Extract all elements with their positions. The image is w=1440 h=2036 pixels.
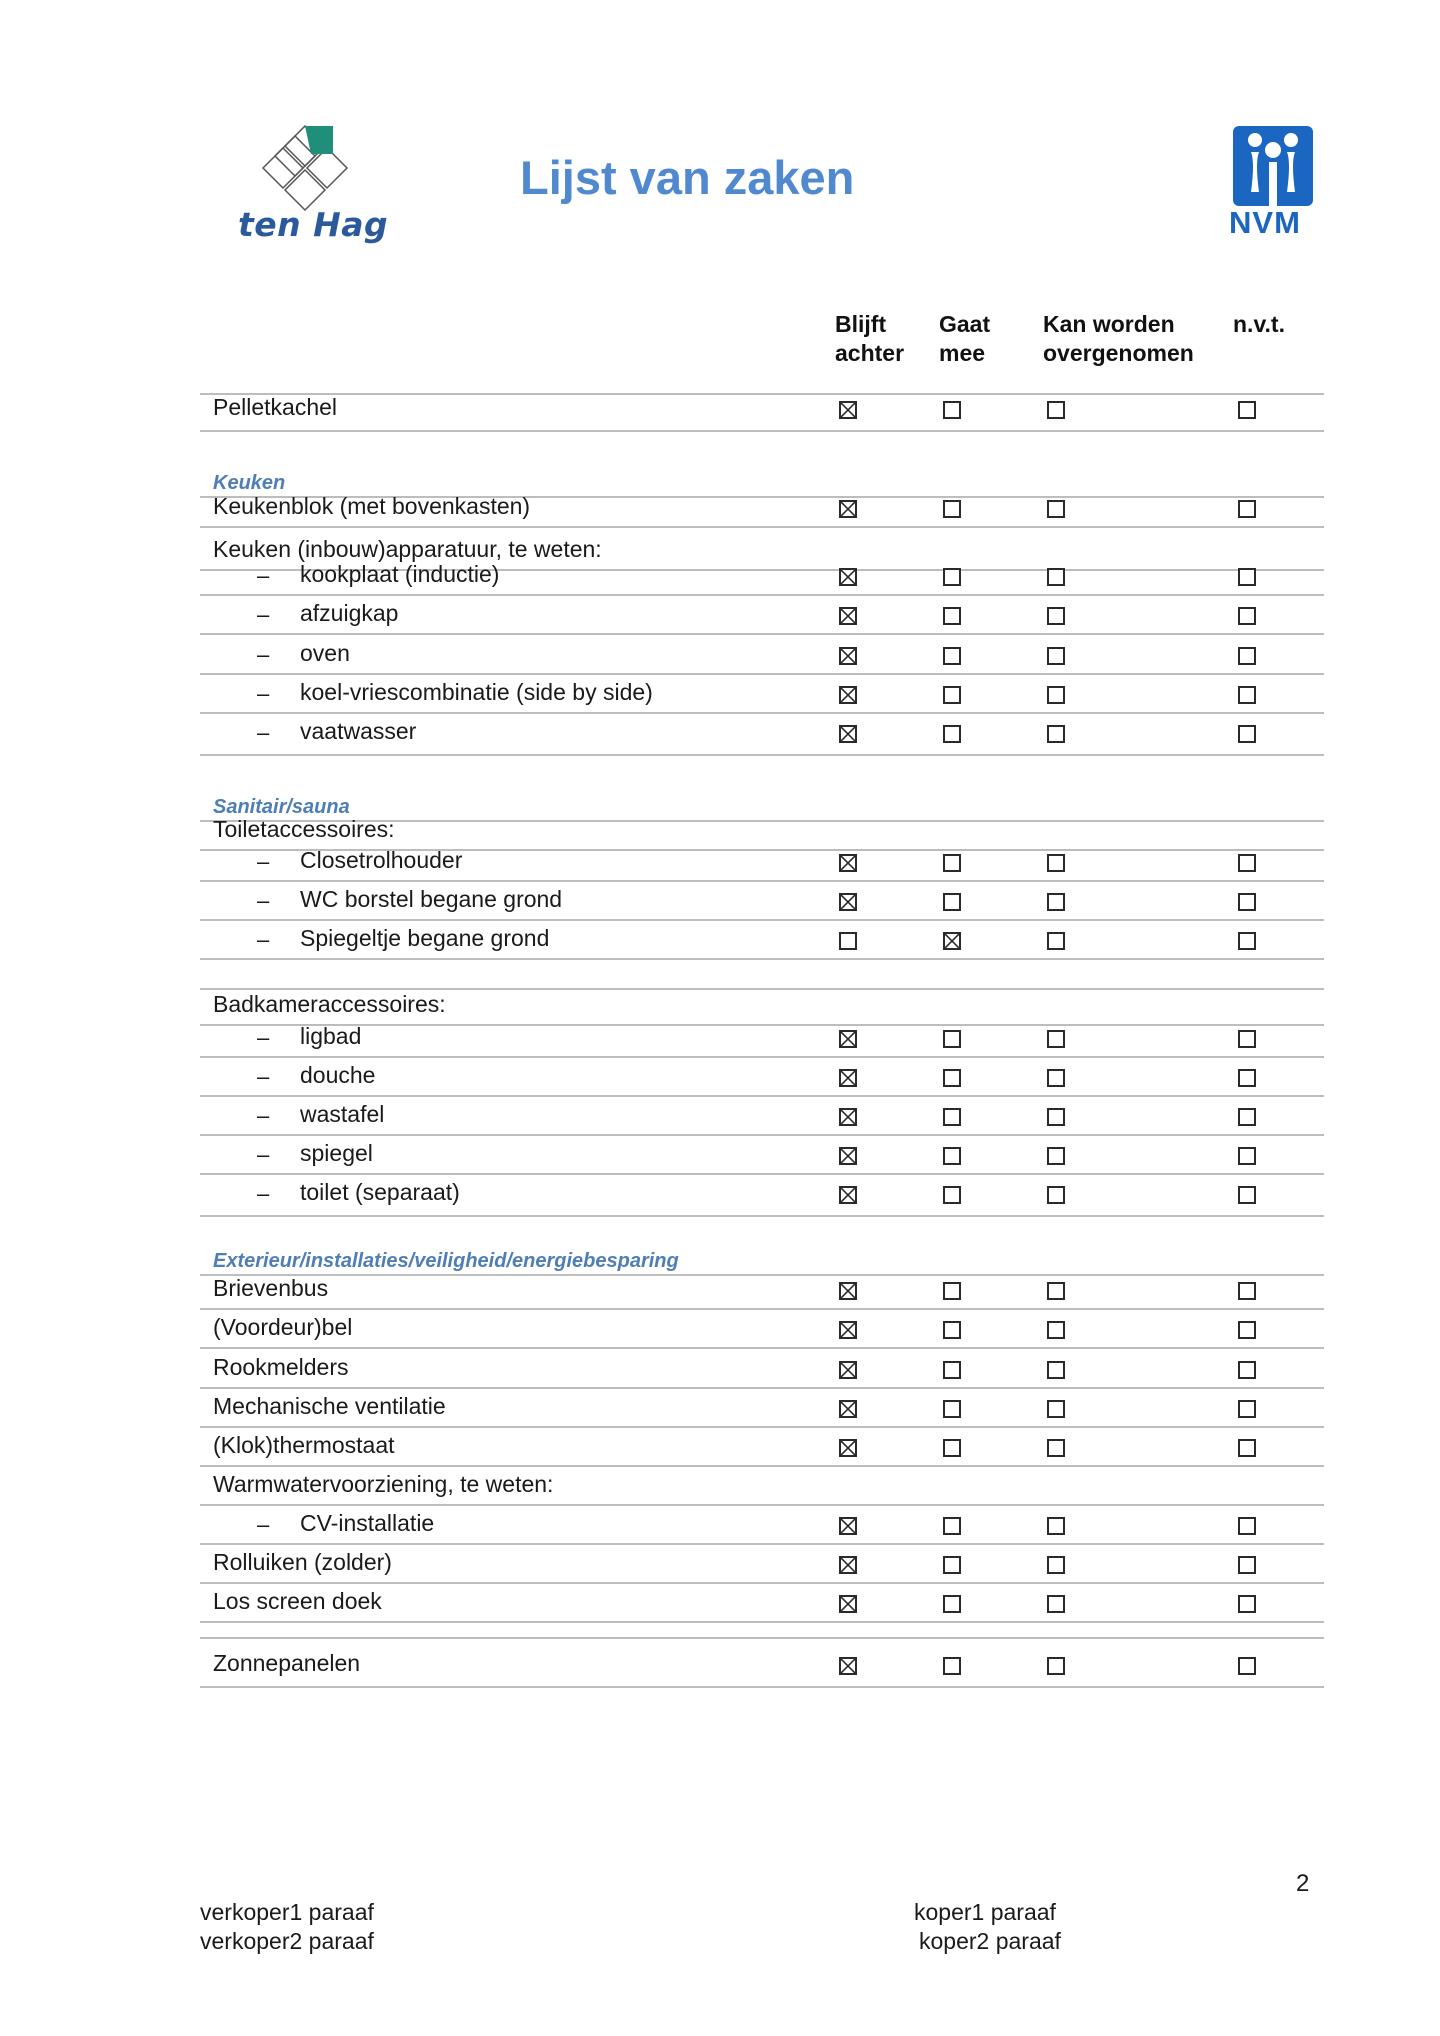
verkoper2-paraaf: verkoper2 paraaf <box>200 1928 374 1954</box>
checkbox[interactable] <box>1047 1556 1065 1574</box>
checkbox[interactable] <box>943 647 961 665</box>
checkbox-cross-icon <box>841 502 855 516</box>
row-label: Toiletaccessoires: <box>213 816 395 842</box>
checkbox[interactable] <box>1238 500 1256 518</box>
checkbox[interactable] <box>1047 1439 1065 1457</box>
table-divider <box>200 1686 1324 1688</box>
table-divider <box>200 1504 1324 1506</box>
row-label: Rookmelders <box>213 1354 349 1380</box>
list-dash: – <box>257 1064 270 1089</box>
checkbox-checked[interactable] <box>839 1556 857 1574</box>
checkbox[interactable] <box>1238 1282 1256 1300</box>
koper1-paraaf: koper1 paraaf <box>914 1899 1056 1925</box>
checkbox[interactable] <box>1047 647 1065 665</box>
row-label: WC borstel begane grond <box>300 886 563 912</box>
checkbox-cross-icon <box>841 1659 855 1673</box>
checkbox[interactable] <box>1238 1361 1256 1379</box>
checkbox[interactable] <box>943 1400 961 1418</box>
table-divider <box>200 1582 1324 1584</box>
checkbox[interactable] <box>1238 893 1256 911</box>
list-dash: – <box>257 849 270 874</box>
row-label: Zonnepanelen <box>213 1650 361 1676</box>
checkbox[interactable] <box>943 401 961 419</box>
table-divider <box>200 526 1324 528</box>
checkbox[interactable] <box>943 1321 961 1339</box>
checkbox-checked[interactable] <box>839 893 857 911</box>
row-label: afzuigkap <box>300 600 399 626</box>
checkbox[interactable] <box>943 893 961 911</box>
row-label: Spiegeltje begane grond <box>300 925 550 951</box>
checkbox[interactable] <box>1047 893 1065 911</box>
checkbox-checked[interactable] <box>839 500 857 518</box>
list-dash: – <box>257 1142 270 1167</box>
list-dash: – <box>257 1181 270 1206</box>
checkbox[interactable] <box>1047 1595 1065 1613</box>
table-divider <box>200 1347 1324 1349</box>
table-divider <box>200 430 1324 432</box>
checkbox[interactable] <box>943 1517 961 1535</box>
nvm-logo-text: NVM <box>1229 205 1301 240</box>
row-label: Brievenbus <box>213 1275 329 1301</box>
column-header-gaat-mee: Gaat mee <box>939 311 991 366</box>
checkbox-cross-icon <box>841 1441 855 1455</box>
list-dash: – <box>257 1103 270 1128</box>
checkbox-checked[interactable] <box>839 1321 857 1339</box>
row-label: Badkameraccessoires: <box>213 991 446 1017</box>
checkbox[interactable] <box>1238 854 1256 872</box>
checkbox-checked[interactable] <box>839 1147 857 1165</box>
checkbox[interactable] <box>1047 725 1065 743</box>
checkbox[interactable] <box>943 1361 961 1379</box>
checkbox[interactable] <box>943 1030 961 1048</box>
row-label: vaatwasser <box>300 718 417 744</box>
checkbox[interactable] <box>1238 1556 1256 1574</box>
checkbox-cross-icon <box>841 570 855 584</box>
table-divider <box>200 393 1324 395</box>
checkbox[interactable] <box>839 932 857 950</box>
checkbox[interactable] <box>1238 401 1256 419</box>
list-dash: – <box>257 602 270 627</box>
checkbox-checked[interactable] <box>839 568 857 586</box>
checkbox[interactable] <box>1238 1657 1256 1675</box>
checkbox-checked[interactable] <box>839 1186 857 1204</box>
checkbox[interactable] <box>1047 1186 1065 1204</box>
checkbox-checked[interactable] <box>839 1361 857 1379</box>
page-number: 2 <box>1296 1870 1310 1897</box>
row-label: oven <box>300 640 350 666</box>
section-heading: Sanitair/sauna <box>213 796 350 818</box>
tenhag-logo <box>255 118 355 218</box>
checkbox-checked[interactable] <box>839 1400 857 1418</box>
checkbox[interactable] <box>1238 1400 1256 1418</box>
checkbox-checked[interactable] <box>839 686 857 704</box>
checkbox[interactable] <box>1047 401 1065 419</box>
list-dash: – <box>257 927 270 952</box>
checkbox[interactable] <box>1047 686 1065 704</box>
checkbox-checked[interactable] <box>943 932 961 950</box>
checkbox[interactable] <box>1238 1517 1256 1535</box>
checkbox[interactable] <box>1047 932 1065 950</box>
checkbox[interactable] <box>1238 1108 1256 1126</box>
table-divider <box>200 712 1324 714</box>
checkbox[interactable] <box>943 607 961 625</box>
table-divider <box>200 1024 1324 1026</box>
checkbox[interactable] <box>1238 686 1256 704</box>
checkbox-cross-icon <box>841 1597 855 1611</box>
column-header-kan-worden-overgenomen: Kan worden overgenomen <box>1043 311 1194 366</box>
checkbox[interactable] <box>1047 1147 1065 1165</box>
checkbox-cross-icon <box>841 856 855 870</box>
page-title: Lijst van zaken <box>520 151 855 204</box>
table-divider <box>200 1543 1324 1545</box>
checkbox[interactable] <box>1238 647 1256 665</box>
checkbox-cross-icon <box>841 1188 855 1202</box>
checkbox[interactable] <box>1238 1069 1256 1087</box>
checkbox[interactable] <box>1047 568 1065 586</box>
list-dash: – <box>257 1025 270 1050</box>
table-divider <box>200 1637 1324 1639</box>
verkoper1-paraaf: verkoper1 paraaf <box>200 1899 374 1925</box>
checkbox[interactable] <box>1238 1030 1256 1048</box>
checkbox[interactable] <box>943 1147 961 1165</box>
checkbox[interactable] <box>943 1595 961 1613</box>
list-dash: – <box>257 563 270 588</box>
table-divider <box>200 633 1324 635</box>
checkbox-cross-icon <box>841 1110 855 1124</box>
checkbox-cross-icon <box>841 1032 855 1046</box>
checkbox-cross-icon <box>841 403 855 417</box>
checkbox[interactable] <box>943 1186 961 1204</box>
checkbox-cross-icon <box>841 1071 855 1085</box>
checkbox[interactable] <box>1238 1186 1256 1204</box>
table-divider <box>200 1056 1324 1058</box>
checkbox-cross-icon <box>945 934 959 948</box>
column-header-blijft-achter: Blijft achter <box>835 311 905 366</box>
row-label: (Voordeur)bel <box>213 1314 353 1340</box>
checkbox[interactable] <box>1047 1517 1065 1535</box>
checkbox[interactable] <box>1238 1595 1256 1613</box>
checkbox[interactable] <box>1047 1321 1065 1339</box>
table-divider <box>200 1621 1324 1623</box>
checkbox-cross-icon <box>841 649 855 663</box>
row-label: kookplaat (inductie) <box>300 561 500 587</box>
checkbox-checked[interactable] <box>839 854 857 872</box>
row-label: CV-installatie <box>300 1510 435 1536</box>
table-divider <box>200 673 1324 675</box>
row-label: koel-vriescombinatie (side by side) <box>300 679 653 705</box>
list-dash: – <box>257 720 270 745</box>
nvm-house-icon <box>1233 126 1313 206</box>
checkbox[interactable] <box>1047 1030 1065 1048</box>
section-heading: Keuken <box>213 472 286 494</box>
checkbox[interactable] <box>943 1108 961 1126</box>
row-label: Pelletkachel <box>213 394 338 420</box>
checkbox-cross-icon <box>841 1323 855 1337</box>
checkbox-cross-icon <box>841 688 855 702</box>
checkbox-cross-icon <box>841 1363 855 1377</box>
checkbox[interactable] <box>1047 854 1065 872</box>
column-header-nvt: n.v.t. <box>1233 311 1285 337</box>
checkbox[interactable] <box>943 1556 961 1574</box>
checkbox[interactable] <box>943 1069 961 1087</box>
row-label: (Klok)thermostaat <box>213 1432 395 1458</box>
row-label: Los screen doek <box>213 1588 382 1614</box>
checkbox[interactable] <box>1238 1321 1256 1339</box>
table-divider <box>200 1426 1324 1428</box>
checkbox-checked[interactable] <box>839 1595 857 1613</box>
row-label: Closetrolhouder <box>300 847 463 873</box>
checkbox[interactable] <box>1238 607 1256 625</box>
checkbox-checked[interactable] <box>839 1657 857 1675</box>
row-label: Keuken (inbouw)apparatuur, te weten: <box>213 536 602 562</box>
row-label: spiegel <box>300 1140 373 1166</box>
checkbox[interactable] <box>1047 1361 1065 1379</box>
table-divider <box>200 754 1324 756</box>
checkbox-cross-icon <box>841 609 855 623</box>
list-dash: – <box>257 681 270 706</box>
nvm-logo <box>1233 126 1313 206</box>
row-label: Warmwatervoorziening, te weten: <box>213 1471 554 1497</box>
checkbox[interactable] <box>943 1657 961 1675</box>
table-divider <box>200 1465 1324 1467</box>
checkbox[interactable] <box>943 854 961 872</box>
list-dash: – <box>257 1512 270 1537</box>
checkbox[interactable] <box>1047 1069 1065 1087</box>
table-divider <box>200 880 1324 882</box>
checkbox[interactable] <box>1047 1400 1065 1418</box>
checkbox[interactable] <box>943 568 961 586</box>
tenhag-pinwheel-icon <box>255 118 355 218</box>
checkbox-checked[interactable] <box>839 1030 857 1048</box>
checkbox-checked[interactable] <box>839 725 857 743</box>
checkbox[interactable] <box>1238 932 1256 950</box>
checkbox-cross-icon <box>841 1149 855 1163</box>
checkbox-checked[interactable] <box>839 1069 857 1087</box>
checkbox[interactable] <box>943 725 961 743</box>
checkbox-checked[interactable] <box>839 1517 857 1535</box>
table-divider <box>200 919 1324 921</box>
list-dash: – <box>257 888 270 913</box>
checkbox[interactable] <box>943 500 961 518</box>
checkbox-cross-icon <box>841 895 855 909</box>
row-label: toilet (separaat) <box>300 1179 460 1205</box>
checkbox-cross-icon <box>841 1519 855 1533</box>
list-dash: – <box>257 642 270 667</box>
checkbox[interactable] <box>1238 1147 1256 1165</box>
checkbox-checked[interactable] <box>839 1108 857 1126</box>
checkbox[interactable] <box>1047 500 1065 518</box>
table-divider <box>200 1387 1324 1389</box>
row-label: ligbad <box>300 1023 362 1049</box>
row-label: Mechanische ventilatie <box>213 1393 446 1419</box>
row-label: wastafel <box>300 1101 385 1127</box>
checkbox-cross-icon <box>841 1558 855 1572</box>
checkbox-cross-icon <box>841 1284 855 1298</box>
checkbox-checked[interactable] <box>839 607 857 625</box>
checkbox[interactable] <box>1238 568 1256 586</box>
checkbox-cross-icon <box>841 727 855 741</box>
row-label: douche <box>300 1062 376 1088</box>
row-label: Rolluiken (zolder) <box>213 1549 392 1575</box>
checkbox-checked[interactable] <box>839 647 857 665</box>
checkbox-checked[interactable] <box>839 1282 857 1300</box>
checkbox[interactable] <box>943 1439 961 1457</box>
table-divider <box>200 958 1324 960</box>
checkbox-checked[interactable] <box>839 401 857 419</box>
checkbox[interactable] <box>1238 1439 1256 1457</box>
table-divider <box>200 1215 1324 1217</box>
tenhag-logo-text: ten Hag <box>238 205 389 244</box>
checkbox[interactable] <box>943 1282 961 1300</box>
table-divider <box>200 1134 1324 1136</box>
section-heading: Exterieur/installaties/veiligheid/energiebesparing <box>213 1250 679 1272</box>
checkbox[interactable] <box>1047 607 1065 625</box>
checkbox[interactable] <box>1047 1282 1065 1300</box>
koper2-paraaf: koper2 paraaf <box>919 1928 1061 1954</box>
checkbox[interactable] <box>1047 1108 1065 1126</box>
row-label: Keukenblok (met bovenkasten) <box>213 493 531 519</box>
table-divider <box>200 1173 1324 1175</box>
table-divider <box>200 1095 1324 1097</box>
checkbox[interactable] <box>1238 725 1256 743</box>
checkbox[interactable] <box>1047 1657 1065 1675</box>
table-divider <box>200 594 1324 596</box>
checkbox[interactable] <box>943 686 961 704</box>
table-divider <box>200 1274 1324 1276</box>
table-divider <box>200 1308 1324 1310</box>
checkbox-cross-icon <box>841 1402 855 1416</box>
table-divider <box>200 988 1324 990</box>
checkbox-checked[interactable] <box>839 1439 857 1457</box>
